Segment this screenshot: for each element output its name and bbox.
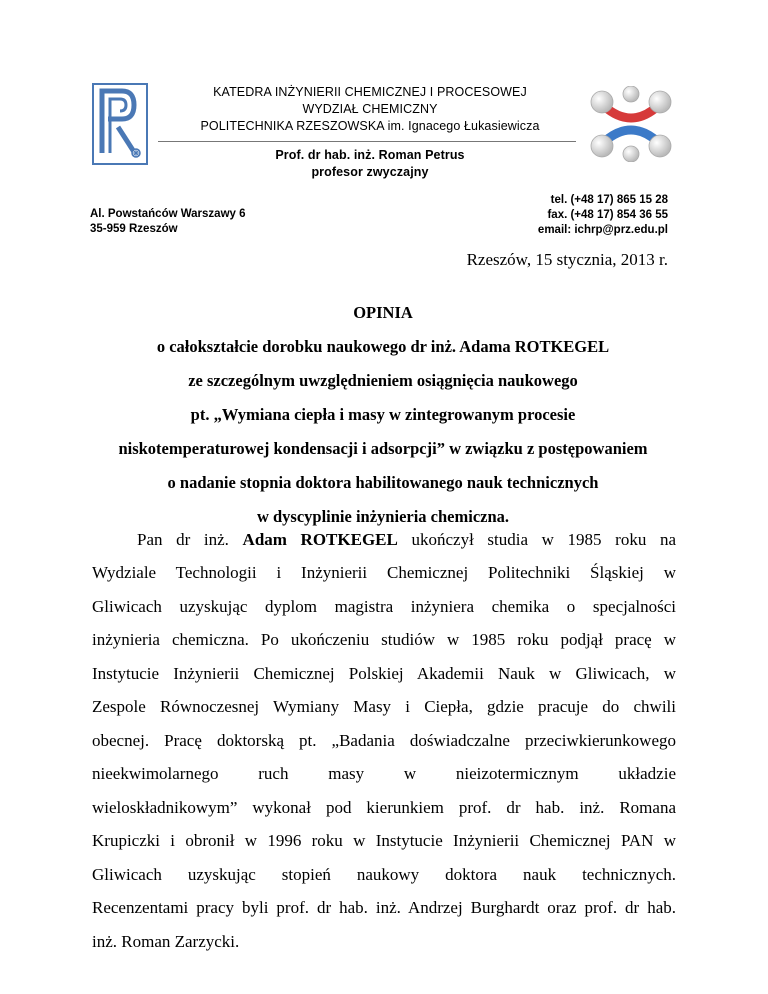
faculty-name: WYDZIAŁ CHEMICZNY xyxy=(302,102,438,116)
address-street: Al. Powstańców Warszawy 6 xyxy=(90,208,246,220)
title-line: ze szczególnym uwzględnieniem osiągnięcia naukowego xyxy=(188,371,578,390)
body-line: Gliwicach uzyskując stopień naukowy doktora nauk technicznych. xyxy=(92,865,676,884)
address-city: 35-959 Rzeszów xyxy=(90,223,178,235)
body-line xyxy=(137,530,676,550)
title-line: pt. „Wymiana ciepła i masy w zintegrowanym procesie xyxy=(190,405,576,424)
body-line: Zespole Równoczesnej Wymiany Masy i Ciepła, gdzie pracuje do chwili xyxy=(92,697,676,716)
contact-phone: tel. (+48 17) 865 15 28 xyxy=(550,194,668,206)
title-line: w dyscyplinie inżynieria chemiczna. xyxy=(256,507,510,526)
title-line: o nadanie stopnia doktora habilitowanego nauk technicznych xyxy=(167,473,599,492)
title-line: niskotemperaturowej kondensacji i adsorpcji” w związku z postępowaniem xyxy=(118,439,648,458)
body-text: Pan dr inż. xyxy=(137,530,243,549)
professor-name: Prof. dr hab. inż. Roman Petrus xyxy=(275,148,465,162)
document-date: Rzeszów, 15 stycznia, 2013 r. xyxy=(466,250,668,269)
body-line: inż. Roman Zarzycki. xyxy=(92,932,240,951)
body-line: Gliwicach uzyskując dyplom magistra inżyniera chemika o specjalności xyxy=(92,597,676,616)
body-line: nieekwimolarnego ruch masy w nieizotermicznym układzie xyxy=(92,764,676,783)
university-name: POLITECHNIKA RZESZOWSKA im. Ignacego Łukasiewicza xyxy=(200,119,540,133)
department-name: KATEDRA INŻYNIERII CHEMICZNEJ I PROCESOWEJ xyxy=(213,85,527,99)
body-line: Wydziale Technologii i Inżynierii Chemicznej Politechniki Śląskiej w xyxy=(92,563,676,582)
body-line: inżynieria chemiczna. Po ukończeniu studiów w 1985 roku podjął pracę w xyxy=(92,630,676,649)
body-line: Instytucie Inżynierii Chemicznej Polskiej Akademii Nauk w Gliwicach, w xyxy=(92,664,676,683)
body-line: Krupiczki i obronił w 1996 roku w Instytucie Inżynierii Chemicznej PAN w xyxy=(92,831,676,850)
document-title: OPINIA xyxy=(353,303,413,322)
university-logo-icon xyxy=(92,83,148,165)
body-line: wieloskładnikowym” wykonał pod kierunkiem prof. dr hab. inż. Romana xyxy=(92,798,676,817)
body-line: obecnej. Pracę doktorską pt. „Badania doświadczalne przeciwkierunkowego xyxy=(92,731,676,750)
molecule-logo-icon xyxy=(590,86,672,162)
title-line: o całokształcie dorobku naukowego dr inż. Adama ROTKEGEL xyxy=(156,337,610,356)
contact-email: email: ichrp@prz.edu.pl xyxy=(537,224,668,236)
professor-title: profesor zwyczajny xyxy=(311,165,429,179)
candidate-name: Adam ROTKEGEL xyxy=(242,530,398,549)
body-text: ukończył studia w 1985 roku na xyxy=(397,530,677,549)
header-divider xyxy=(158,141,576,142)
contact-fax: fax. (+48 17) 854 36 55 xyxy=(547,209,668,221)
body-line: Recenzentami pracy byli prof. dr hab. inż. Andrzej Burghardt oraz prof. dr hab. xyxy=(92,898,676,917)
